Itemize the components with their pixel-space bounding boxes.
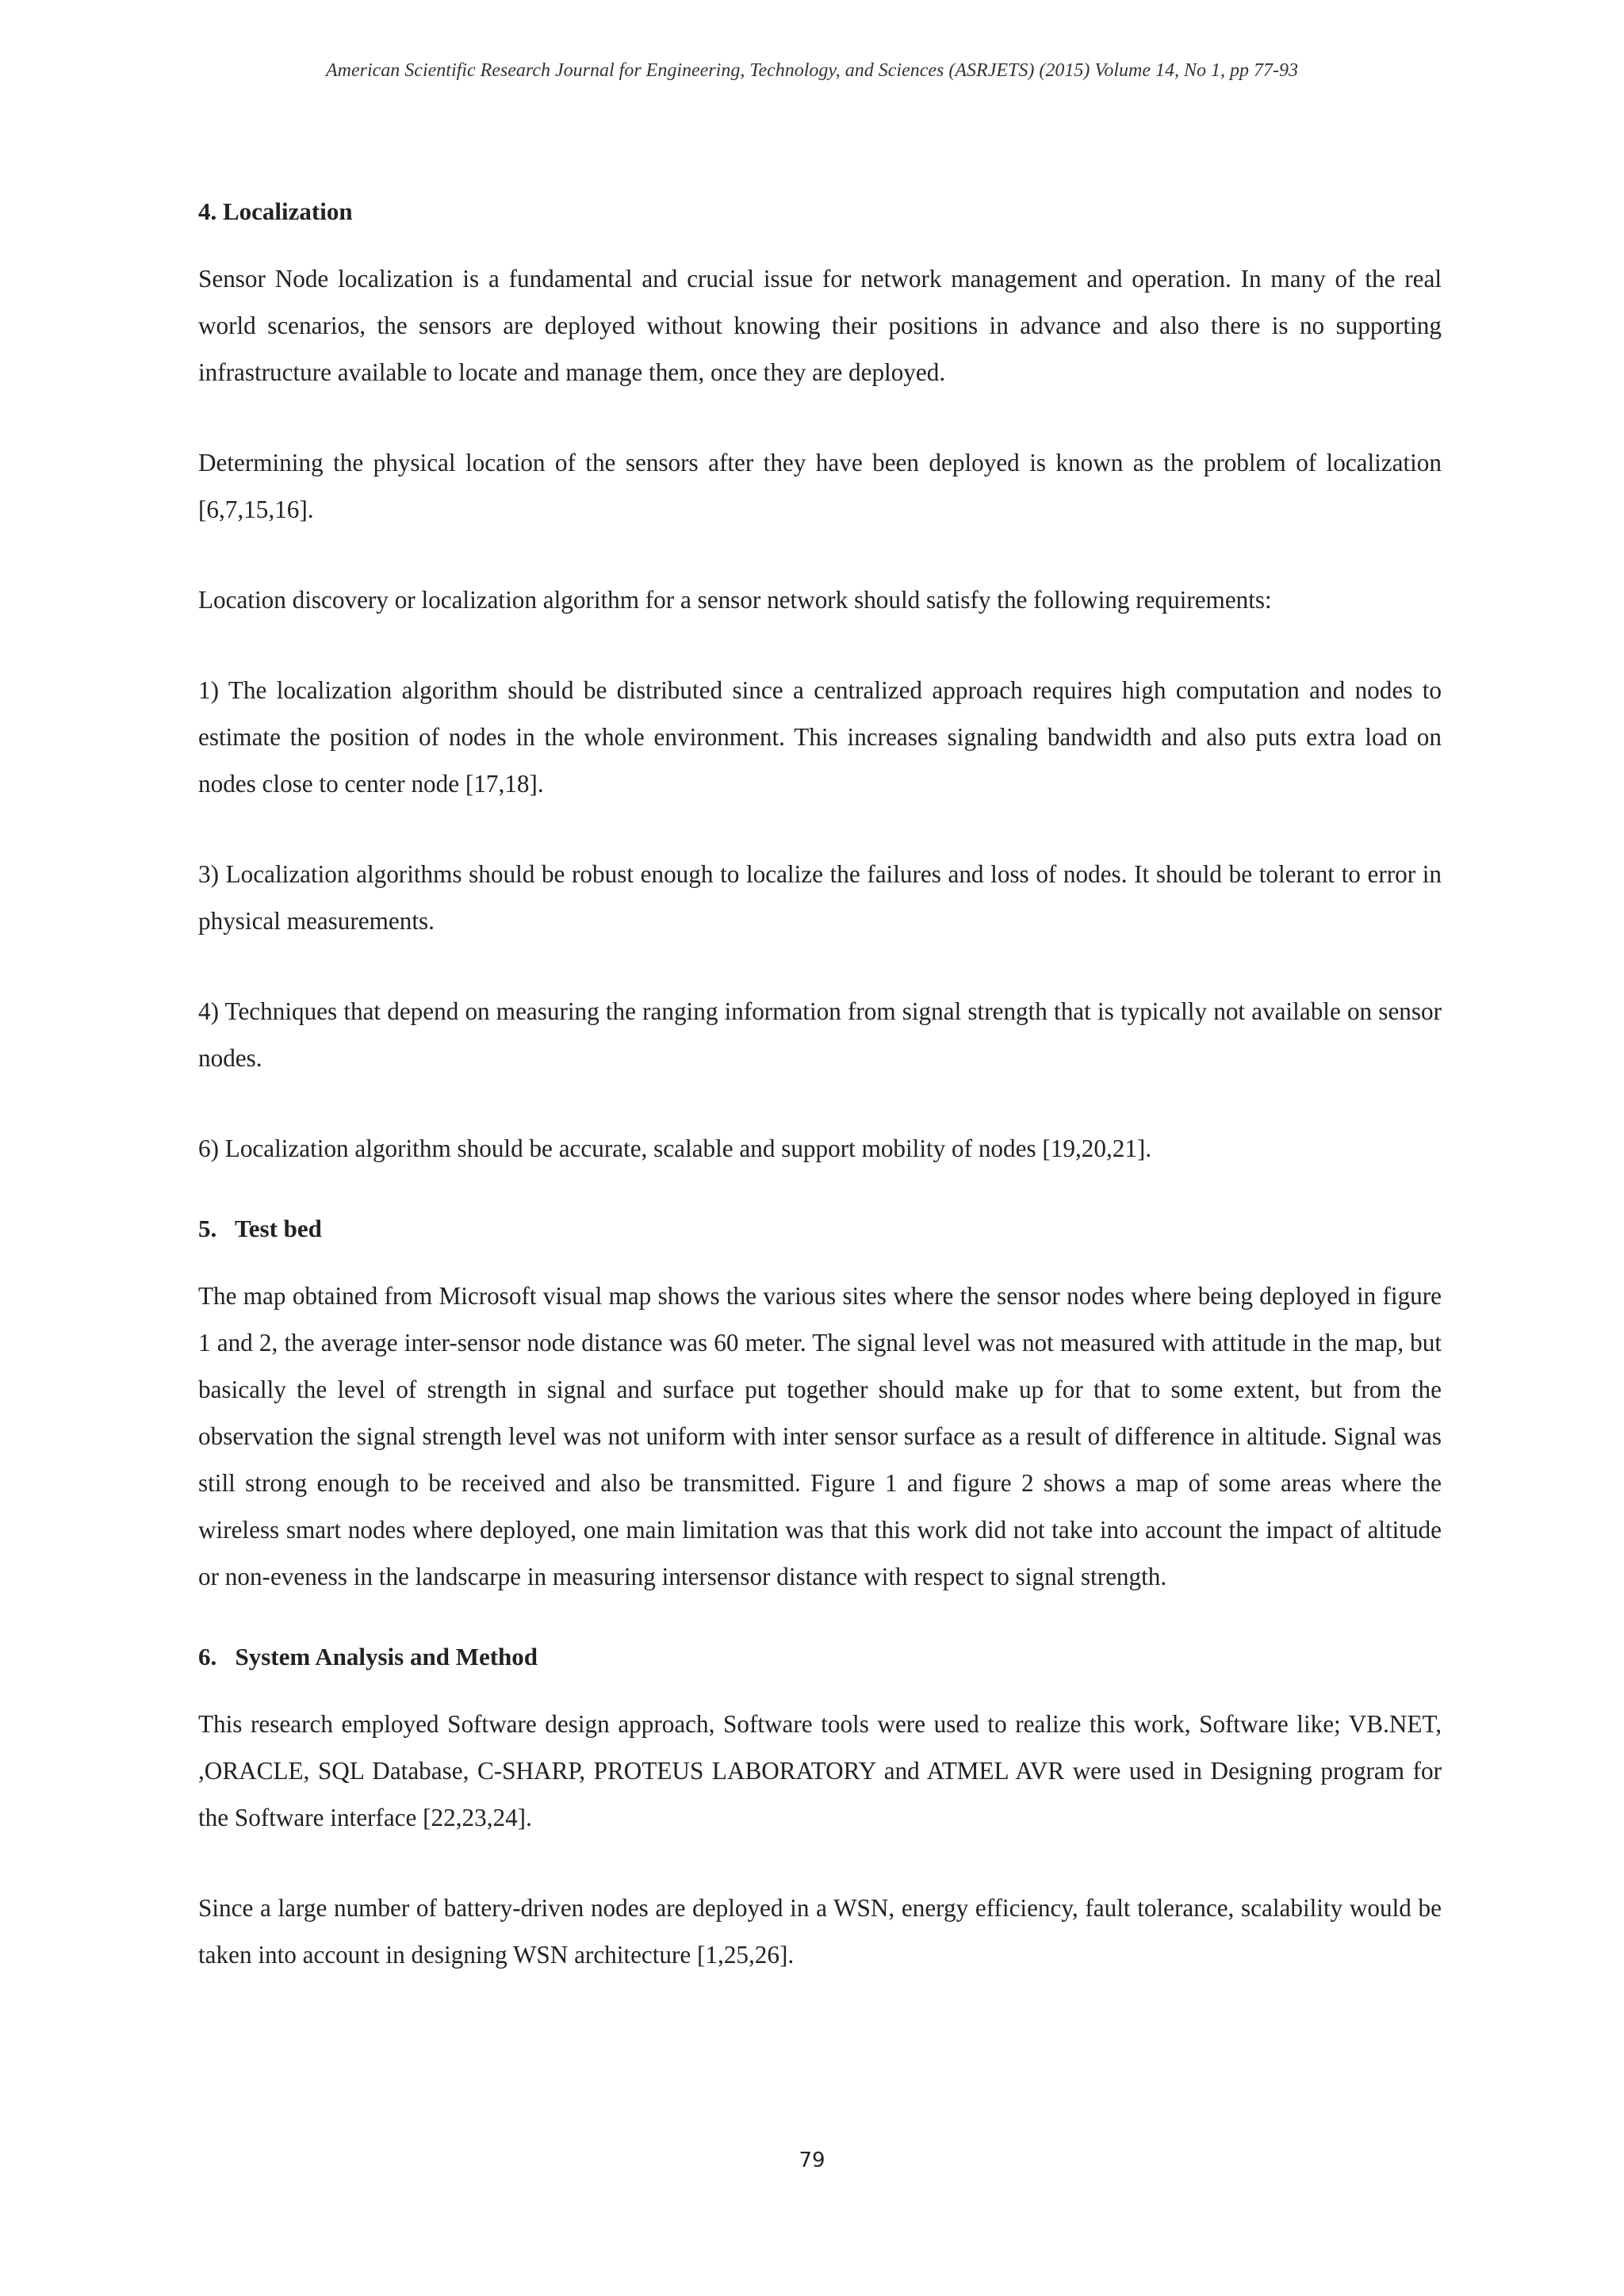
list-item-requirement-4: 4) Techniques that depend on measuring the ranging information from signal strength that is typically not available on sensor nodes. [198,997,1442,1072]
section-heading-localization: 4. Localization [198,197,353,225]
running-header: American Scientific Research Journal for Engineering, Technology, and Sciences (ASRJETS) (2015) Volume 14, No 1, pp 77-93 [326,60,1298,81]
list-item-requirement-3: 3) Localization algorithms should be robust enough to localize the failures and loss of nodes. It should be tolerant to error in physical measurements. [198,860,1442,935]
section-heading-test-bed: 5. Test bed [198,1215,322,1242]
paragraph: Since a large number of battery-driven nodes are deployed in a WSN, energy efficiency, fault tolerance, scalability would be taken into account in designing WSN architecture [1,25,26]. [198,1894,1442,1969]
list-item-requirement-1: 1) The localization algorithm should be distributed since a centralized approach requires high computation and nodes to estimate the position of nodes in the whole environment. This increases signaling bandwidth and also puts extra load on nodes close to center node [17,18]. [198,676,1442,798]
paragraph: The map obtained from Microsoft visual map shows the various sites where the sensor nodes where being deployed in figure 1 and 2, the average inter-sensor node distance was 60 meter. The signal level was not measured with attitude in the map, but basically the level of strength in signal and surface put together should make up for that to some extent, but from the observation the signal strength level was not uniform with inter sensor surface as a result of difference in altitude. Signal was still strong enough to be received and also be transmitted. Figure 1 and figure 2 shows a map of some areas where the wireless smart nodes where deployed, one main limitation was that this work did not take into account the impact of altitude or non-eveness in the landscarpe in measuring intersensor distance with respect to signal strength. [198,1282,1442,1590]
page-number: 79 [799,2149,825,2172]
paragraph: Location discovery or localization algorithm for a sensor network should satisfy the following requirements: [198,586,1272,614]
paragraph: Sensor Node localization is a fundamental and crucial issue for network management and operation. In many of the real world scenarios, the sensors are deployed without knowing their positions in advance and also there is no supporting infrastructure available to locate and manage them, once they are deployed. [198,265,1442,386]
paragraph: Determining the physical location of the sensors after they have been deployed is known as the problem of localization [6,7,15,16]. [198,449,1442,523]
list-item-requirement-6: 6) Localization algorithm should be accurate, scalable and support mobility of nodes [19,20,21]. [198,1135,1152,1162]
section-heading-system-analysis: 6. System Analysis and Method [198,1643,538,1670]
body-content [198,194,1442,1978]
paragraph: This research employed Software design approach, Software tools were used to realize this work, Software like; VB.NET, ,ORACLE, SQL Database, C-SHARP, PROTEUS LABORATORY and ATMEL AVR were used in Designing program for the Software interface [22,23,24]. [198,1710,1442,1831]
